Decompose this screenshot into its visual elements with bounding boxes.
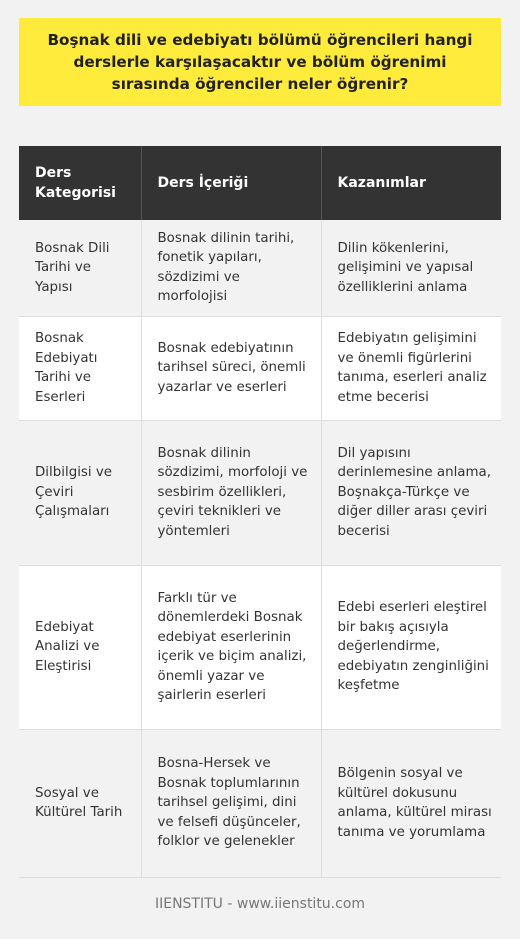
footer-credit: IIENSTITU - www.iienstitu.com (154, 896, 366, 912)
cell-content: Bosnak edebiyatının tarihsel süreci, önemli yazarlar ve eserleri (141, 316, 321, 420)
cell-category: Edebiyat Analizi ve Eleştirisi (19, 565, 141, 729)
cell-content: Bosnak dilinin sözdizimi, morfoloji ve sesbirim özellikleri, çeviri teknikleri ve yöntemleri (141, 420, 321, 565)
header-category: Ders Kategorisi (19, 146, 141, 220)
cell-content: Bosna-Hersek ve Bosnak toplumlarının tarihsel gelişimi, dini ve felsefi düşünceler, folklor ve gelenekler (141, 729, 321, 877)
cell-category: Dilbilgisi ve Çeviri Çalışmaları (19, 420, 141, 565)
cell-outcomes: Dil yapısını derinlemesine anlama, Boşnakça-Türkçe ve diğer diller arası çeviri becerisi (321, 420, 501, 565)
header-content: Ders İçeriği (141, 146, 321, 220)
cell-category: Bosnak Dili Tarihi ve Yapısı (19, 220, 141, 316)
cell-category: Bosnak Edebiyatı Tarihi ve Eserleri (19, 316, 141, 420)
cell-outcomes: Dilin kökenlerini, gelişimini ve yapısal özelliklerini anlama (321, 220, 501, 316)
course-table-container (19, 146, 501, 877)
cell-content: Farklı tür ve dönemlerdeki Bosnak edebiyat eserlerinin içerik ve biçim analizi, önemli yazar ve şairlerin eserleri (141, 565, 321, 729)
title-banner (19, 18, 501, 106)
table-row (19, 729, 501, 877)
table-row (19, 220, 501, 316)
cell-outcomes: Edebi eserleri eleştirel bir bakış açısıyla değerlendirme, edebiyatın zenginliğini keşfetme (321, 565, 501, 729)
course-table (19, 146, 501, 878)
cell-outcomes: Bölgenin sosyal ve kültürel dokusunu anlama, kültürel mirası tanıma ve yorumlama (321, 729, 501, 877)
page-title: Boşnak dili ve edebiyatı bölümü öğrencileri hangi derslerle karşılaşacaktır ve bölüm öğrenimi sırasında öğrenciler neler öğrenir? (47, 31, 473, 93)
table-row (19, 316, 501, 420)
cell-outcomes: Edebiyatın gelişimini ve önemli figürlerini tanıma, eserleri analiz etme becerisi (321, 316, 501, 420)
table-row (19, 420, 501, 565)
cell-category: Sosyal ve Kültürel Tarih (19, 729, 141, 877)
header-outcomes: Kazanımlar (337, 175, 426, 191)
table-row (19, 565, 501, 729)
table-body (19, 220, 501, 877)
table-header (19, 146, 501, 220)
cell-content: Bosnak dilinin tarihi, fonetik yapıları, sözdizimi ve morfolojisi (141, 220, 321, 316)
header-row (19, 146, 501, 220)
